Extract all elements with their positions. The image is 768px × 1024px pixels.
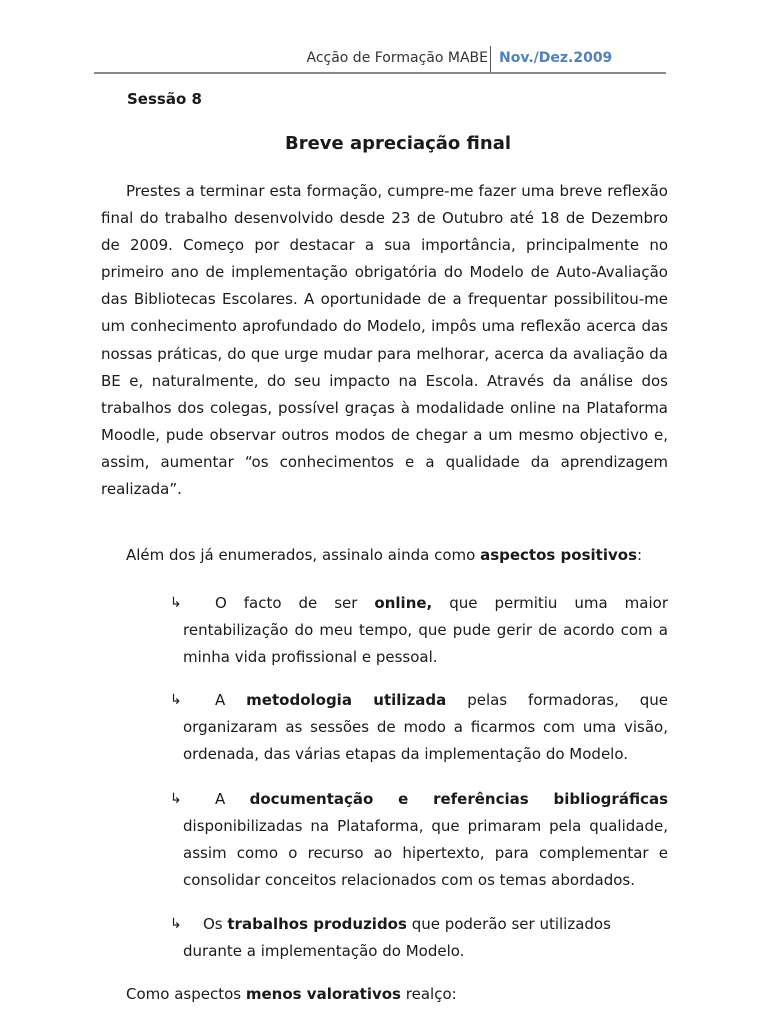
negatives-text-after: realço:: [401, 985, 457, 1003]
bullet-text: [170, 786, 668, 894]
bullet-text-bold: metodologia utilizada: [246, 691, 447, 709]
bullet-item-works: [170, 911, 668, 965]
header-period: Nov./Dez.2009: [499, 50, 613, 66]
bullet-text-after: que permitiu uma maior rentabilização do meu tempo, que pude gerir de acordo com a minha vida profissional e pessoal.: [183, 594, 668, 667]
negatives-text-bold: menos valorativos: [245, 985, 401, 1003]
session-label: Sessão 8: [127, 90, 202, 108]
document-title: Breve apreciação final: [284, 133, 512, 154]
arrow-bullet-icon: ↳: [170, 692, 182, 708]
negatives-text-before: Como aspectos: [126, 985, 246, 1003]
bullet-text-bold: online,: [374, 594, 433, 612]
bullet-text-bold: trabalhos produzidos: [227, 915, 407, 933]
arrow-bullet-icon: ↳: [170, 916, 182, 932]
bullet-item-methodology: [170, 687, 668, 768]
bullet-text-after: que poderão ser utilizados durante a implementação do Modelo.: [183, 915, 611, 961]
positives-text-after: :: [637, 546, 643, 564]
bullet-text: [170, 911, 668, 965]
bullet-text-bold: documentação e referências bibliográficas: [249, 790, 669, 808]
bullet-text-before: O facto de ser: [215, 594, 375, 612]
positives-text-before: Além dos já enumerados, assinalo ainda como: [126, 546, 481, 564]
bullet-text: [170, 590, 668, 671]
bullet-text-after: disponibilizadas na Plataforma, que primaram pela qualidade, assim como o recurso ao hipertexto, para complementar e consolidar conceitos relacionados com os temas abordados.: [183, 817, 668, 890]
positives-paragraph: [126, 546, 642, 564]
intro-paragraph: Prestes a terminar esta formação, cumpre-me fazer uma breve reflexão final do trabalho desenvolvido desde 23 de Outubro até 18 de Dezembro de 2009. Começo por destacar a sua importância, principalmente no primeiro ano de implementação obrigatória do Modelo de Auto-Avaliação das Bibliotecas Escolares. A oportunidade de a frequentar possibilitou-me um conhecimento aprofundado do Modelo, impôs uma reflexão acerca das nossas práticas, do que urge mudar para melhorar, acerca da avaliação da BE e, naturalmente, do seu impacto na Escola. Através da análise dos trabalhos dos colegas, possível graças à modalidade online na Plataforma Moodle, pude observar outros modos de chegar a um mesmo objectivo e, assim, aumentar “os conhecimentos e a qualidade da aprendizagem realizada”.: [101, 182, 668, 499]
header-course: Acção de Formação MABE: [306, 50, 488, 66]
bullet-text: [170, 687, 668, 768]
bullet-text-before: Os: [203, 915, 228, 933]
bullet-item-documentation: [170, 786, 668, 894]
negatives-paragraph: [126, 985, 457, 1003]
bullet-text-before: A: [215, 790, 250, 808]
positives-text-bold: aspectos positivos: [480, 546, 637, 564]
header-separator: [490, 46, 491, 72]
bullet-item-online: [170, 590, 668, 671]
bullet-text-before: A: [215, 691, 247, 709]
bullet-text-after: pelas formadoras, que organizaram as sessões de modo a ficarmos com uma visão, ordenada, das várias etapas da implementação do Modelo.: [183, 691, 669, 764]
page-header: [94, 46, 666, 74]
arrow-bullet-icon: ↳: [170, 595, 182, 611]
arrow-bullet-icon: ↳: [170, 791, 182, 807]
